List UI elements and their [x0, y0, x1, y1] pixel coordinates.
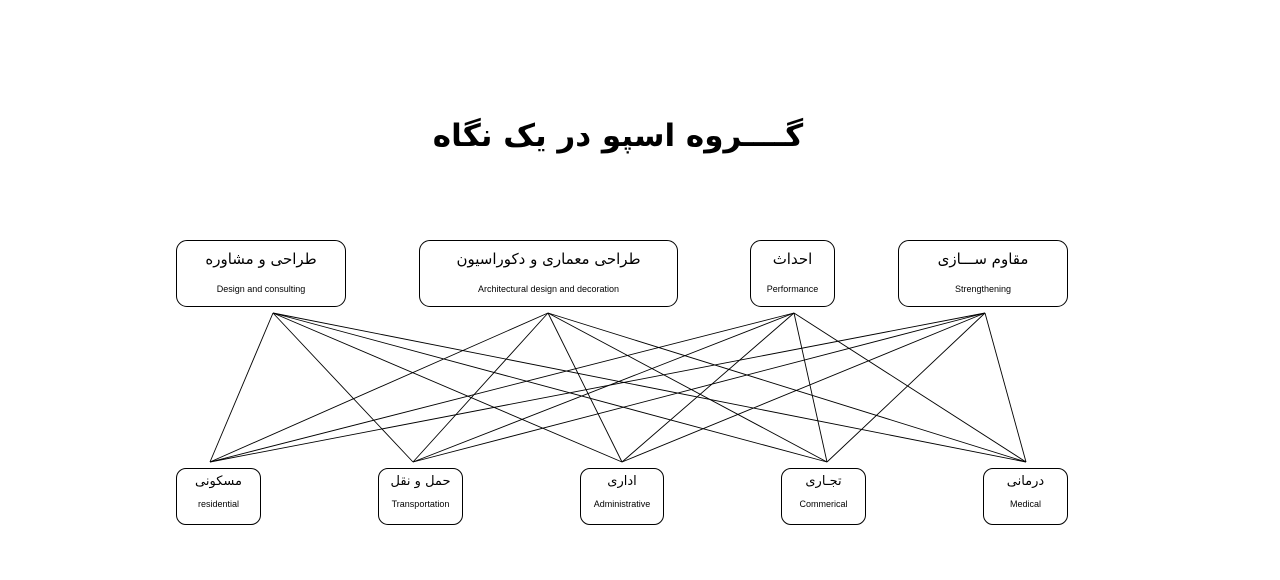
service-box-design-consulting	[176, 240, 346, 307]
sector-box-residential	[176, 468, 261, 525]
connector-line-2-1	[413, 313, 794, 462]
connector-line-0-1	[273, 313, 413, 462]
service-label-fa: احداث	[772, 250, 813, 268]
sector-box-administrative	[580, 468, 664, 525]
service-label-en: Strengthening	[954, 284, 1012, 294]
connector-line-3-2	[622, 313, 985, 462]
service-box-performance	[750, 240, 835, 307]
sector-box-medical	[983, 468, 1068, 525]
connector-line-0-0	[210, 313, 273, 462]
service-label-fa: طراحی و مشاوره	[205, 250, 317, 268]
sector-label-fa: اداری	[607, 474, 637, 489]
sector-label-fa: تجـاری	[805, 474, 842, 489]
service-label-en: Architectural design and decoration	[477, 284, 620, 294]
connector-line-2-3	[794, 313, 827, 462]
sector-label-en: Commerical	[799, 499, 848, 509]
connector-line-1-1	[413, 313, 548, 462]
sector-label-en: Medical	[1009, 499, 1041, 509]
service-label-fa: طراحی معماری و دکوراسیون	[456, 250, 641, 268]
service-label-fa: مقاوم ســـازی	[937, 250, 1029, 268]
connector-line-1-3	[548, 313, 827, 462]
sector-label-en: Administrative	[593, 499, 651, 509]
sector-label-en: Transportation	[391, 499, 450, 509]
sector-label-fa: حمل و نقل	[390, 474, 451, 489]
service-label-en: Performance	[766, 284, 819, 294]
connector-line-0-3	[273, 313, 827, 462]
connector-line-1-2	[548, 313, 622, 462]
service-label-en: Design and consulting	[216, 284, 306, 294]
sector-label-fa: مسکونی	[195, 474, 242, 489]
sector-box-transportation	[378, 468, 463, 525]
sector-label-en: residential	[197, 499, 240, 509]
sector-box-commercial	[781, 468, 866, 525]
connector-line-1-4	[548, 313, 1026, 462]
service-box-strengthening	[898, 240, 1068, 307]
connector-line-3-3	[827, 313, 985, 462]
connector-line-2-0	[210, 313, 794, 462]
connector-line-3-1	[413, 313, 985, 462]
diagram-title: گــــروه اسپو در یک نگاه	[432, 118, 804, 154]
sector-label-fa: درمانی	[1006, 474, 1045, 489]
service-box-architectural-design	[419, 240, 678, 307]
connector-line-0-4	[273, 313, 1026, 462]
